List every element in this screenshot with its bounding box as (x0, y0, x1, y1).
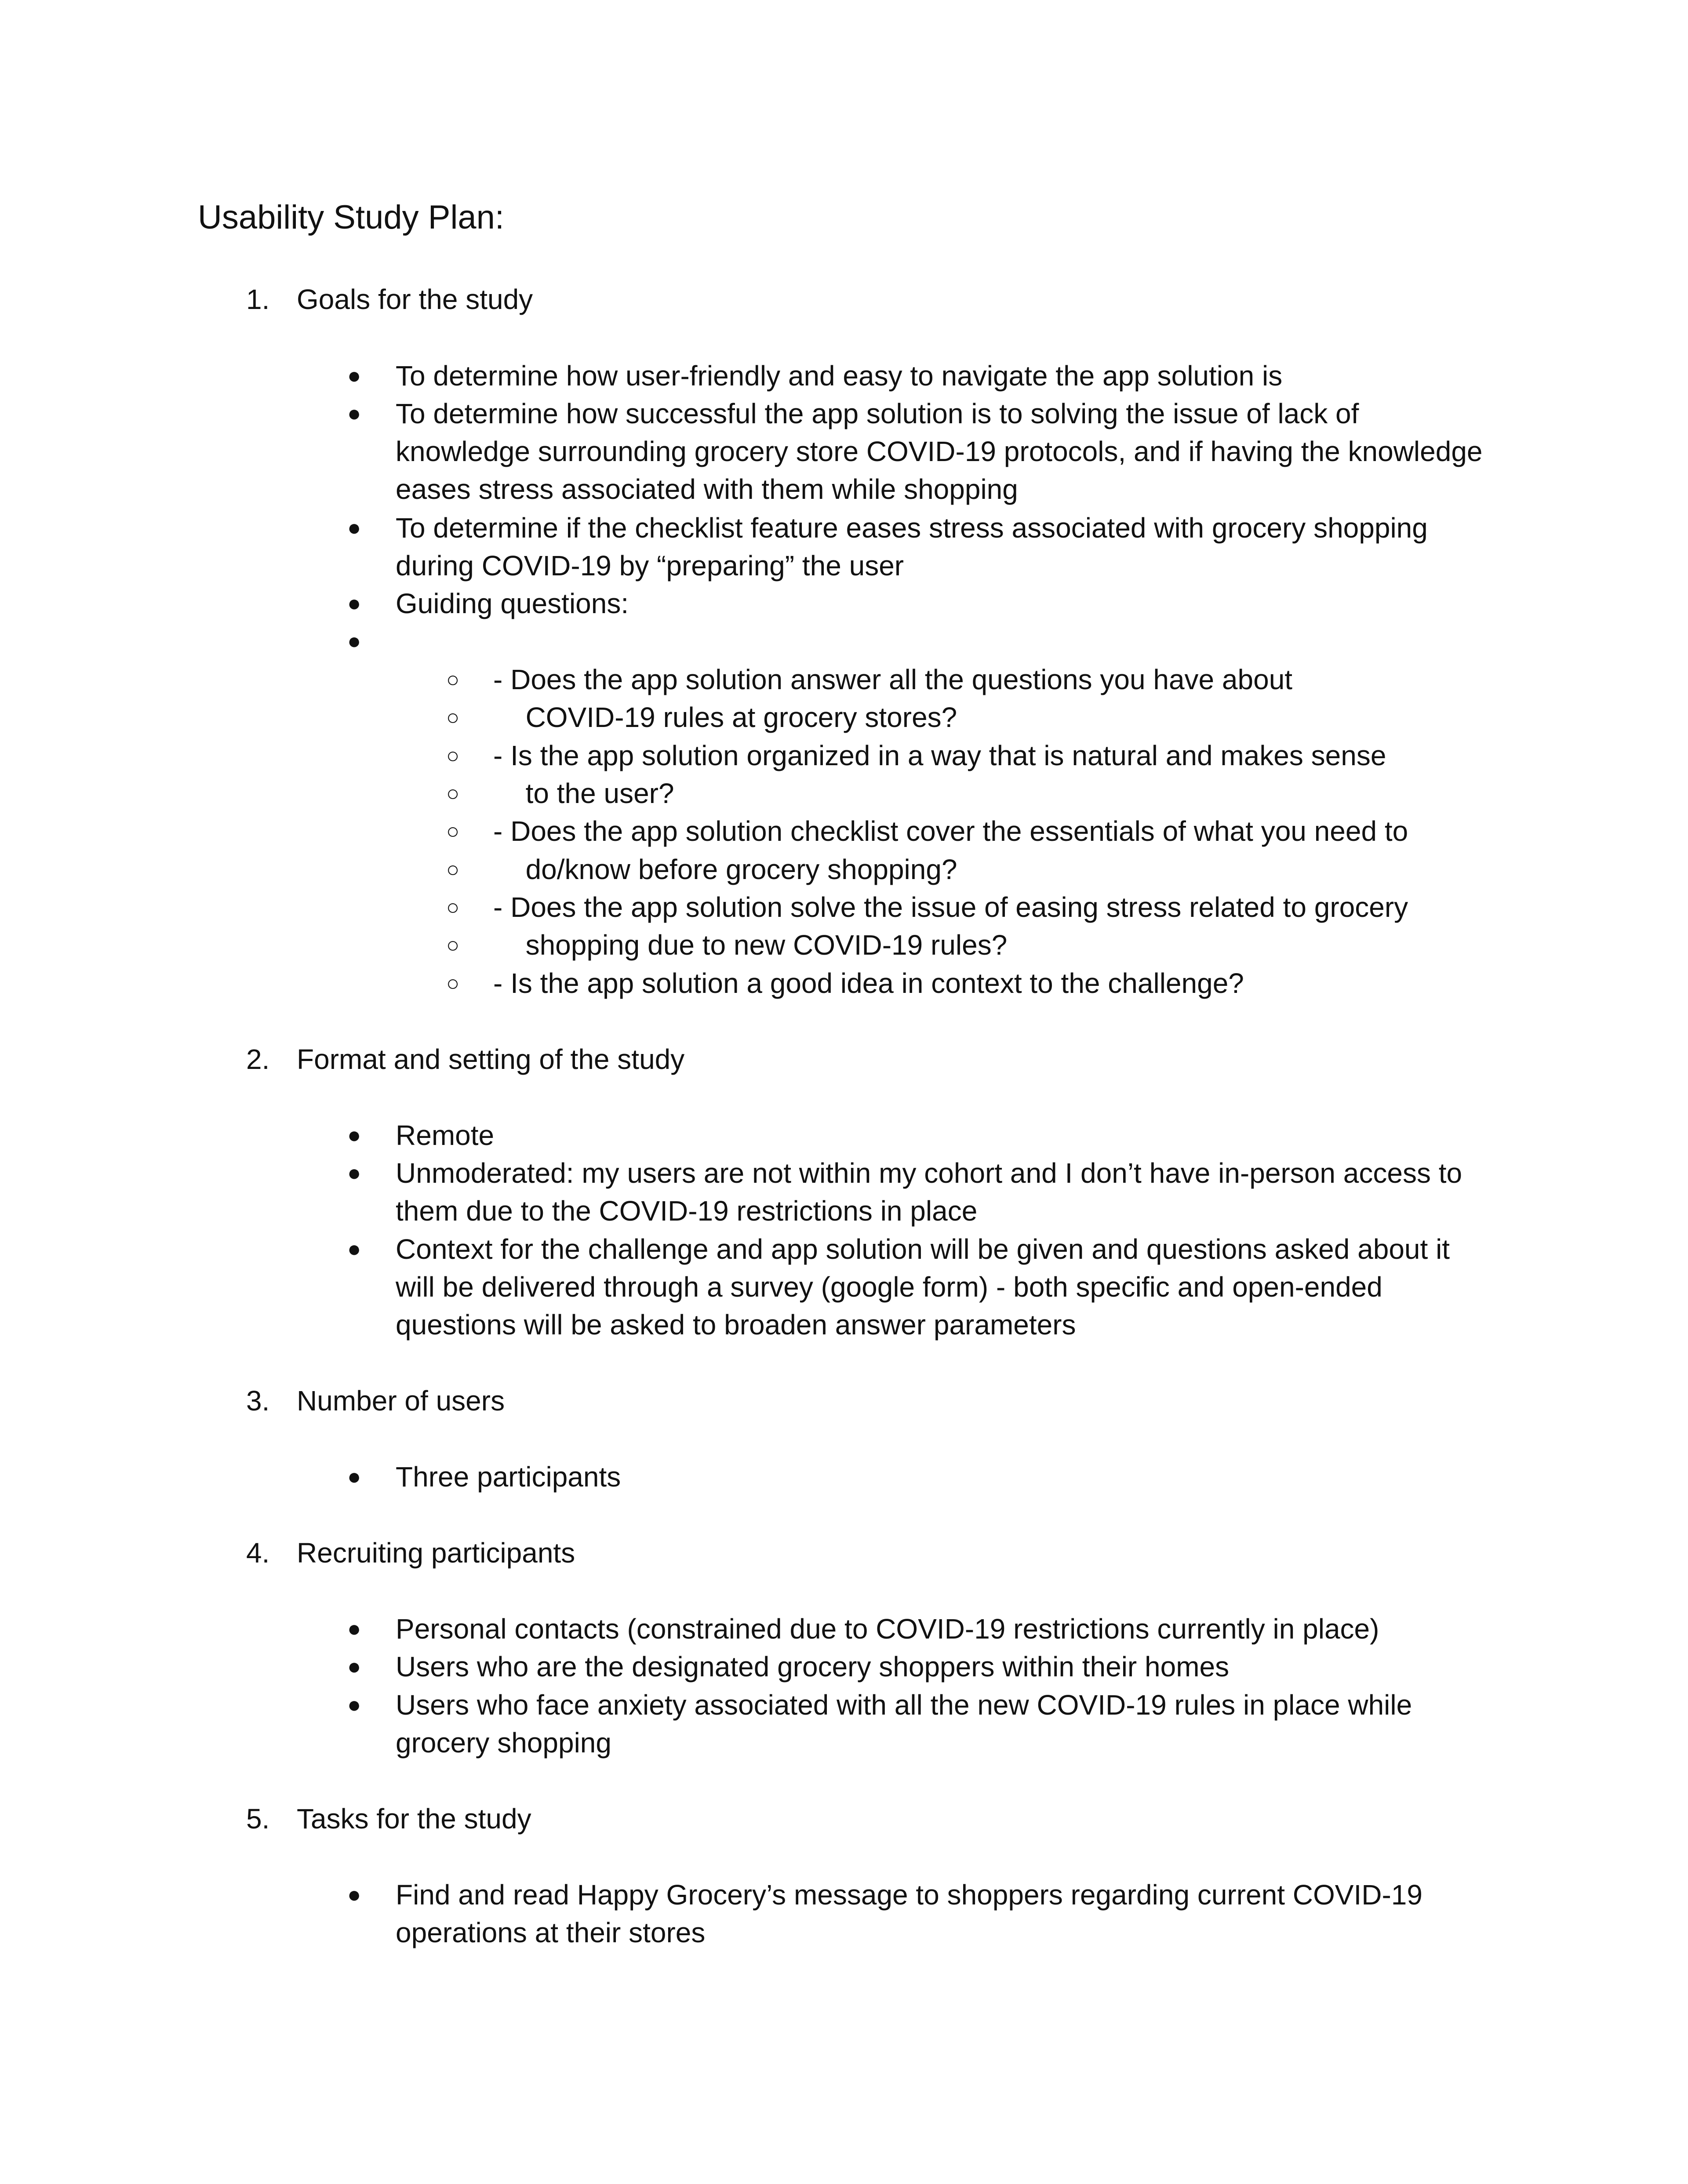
list-item: Users who face anxiety associated with all the new COVID-19 rules in place while (396, 1689, 1412, 1721)
bullet-icon: ● (347, 1616, 361, 1642)
sub-list-item: - Is the app solution a good idea in context to the challenge? (493, 967, 1244, 999)
circle-bullet-icon: ○ (446, 743, 460, 768)
list-item: To determine how successful the app solution is to solving the issue of lack of (396, 398, 1359, 429)
section-heading: Number of users (297, 1385, 505, 1417)
bullet-icon: ● (347, 401, 361, 426)
sub-list-item: - Does the app solution answer all the questions you have about (493, 664, 1293, 695)
section-number: 5. (246, 1803, 270, 1835)
section-number: 1. (246, 283, 270, 315)
bullet-icon: ● (347, 1692, 361, 1718)
bullet-icon: ● (347, 515, 361, 541)
list-item-continuation: grocery shopping (396, 1727, 611, 1759)
list-item: Find and read Happy Grocery’s message to shoppers regarding current COVID-19 (396, 1879, 1422, 1911)
section-number: 4. (246, 1537, 270, 1569)
list-item-continuation: them due to the COVID-19 restrictions in place (396, 1195, 978, 1227)
bullet-icon: ● (347, 1464, 361, 1490)
list-item: Guiding questions: (396, 588, 629, 619)
circle-bullet-icon: ○ (446, 857, 460, 882)
circle-bullet-icon: ○ (446, 781, 460, 806)
bullet-icon: ● (347, 1160, 361, 1186)
section-number: 2. (246, 1043, 270, 1075)
list-item: Users who are the designated grocery shoppers within their homes (396, 1651, 1230, 1683)
list-item-continuation: during COVID-19 by “preparing” the user (396, 550, 904, 581)
section-heading: Goals for the study (297, 283, 533, 315)
list-item-continuation: operations at their stores (396, 1917, 706, 1948)
bullet-icon: ● (347, 1123, 361, 1148)
list-item-continuation: eases stress associated with them while shopping (396, 473, 1018, 505)
sub-list-item: do/know before grocery shopping? (510, 854, 957, 885)
sub-list-item: shopping due to new COVID-19 rules? (510, 929, 1008, 961)
circle-bullet-icon: ○ (446, 705, 460, 730)
bullet-icon: ● (347, 591, 361, 616)
list-item: To determine if the checklist feature eases stress associated with grocery shopping (396, 512, 1428, 544)
circle-bullet-icon: ○ (446, 933, 460, 957)
list-item: Unmoderated: my users are not within my cohort and I don’t have in-person access to (396, 1157, 1462, 1189)
bullet-icon: ● (347, 363, 361, 389)
bullet-icon: ● (347, 1236, 361, 1262)
section-heading: Recruiting participants (297, 1537, 575, 1569)
circle-bullet-icon: ○ (446, 971, 460, 996)
circle-bullet-icon: ○ (446, 819, 460, 843)
page-title: Usability Study Plan: (198, 199, 504, 236)
section-number: 3. (246, 1385, 270, 1417)
sub-list-item: - Is the app solution organized in a way that is natural and makes sense (493, 740, 1386, 771)
sub-list-item: - Does the app solution solve the issue of easing stress related to grocery (493, 891, 1408, 923)
list-item: Remote (396, 1119, 495, 1151)
bullet-icon: ● (347, 629, 361, 654)
list-item-continuation: will be delivered through a survey (google form) - both specific and open-ended (396, 1271, 1382, 1303)
circle-bullet-icon: ○ (446, 667, 460, 692)
bullet-icon: ● (347, 1882, 361, 1908)
bullet-icon: ● (347, 1654, 361, 1679)
circle-bullet-icon: ○ (446, 895, 460, 919)
sub-list-item: COVID-19 rules at grocery stores? (510, 701, 957, 733)
list-item-continuation: questions will be asked to broaden answer parameters (396, 1309, 1076, 1341)
sub-list-item: - Does the app solution checklist cover the essentials of what you need to (493, 815, 1408, 847)
section-heading: Tasks for the study (297, 1803, 531, 1835)
list-item: Personal contacts (constrained due to COVID-19 restrictions currently in place) (396, 1613, 1379, 1645)
section-heading: Format and setting of the study (297, 1043, 685, 1075)
list-item: To determine how user-friendly and easy to navigate the app solution is (396, 360, 1283, 392)
list-item: Context for the challenge and app solution will be given and questions asked about it (396, 1233, 1450, 1265)
sub-list-item: to the user? (510, 778, 674, 809)
list-item-continuation: knowledge surrounding grocery store COVID-19 protocols, and if having the knowledge (396, 436, 1483, 467)
list-item: Three participants (396, 1461, 621, 1493)
